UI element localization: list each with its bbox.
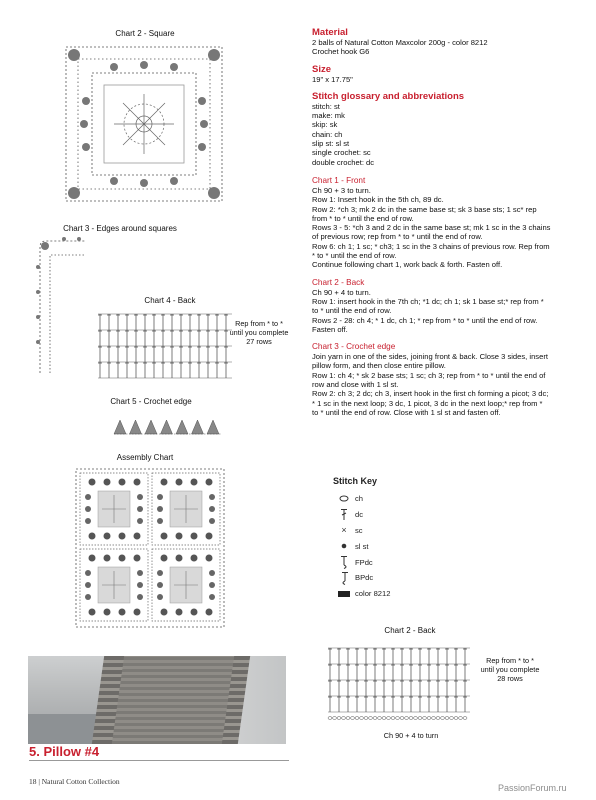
instruction-line: Row 1: ch 4; * sk 2 base sts; 1 sc; ch 3; rep from * to * until the end of (312, 370, 546, 380)
chart2-back-repeat-note: Rep from * to * until you complete 28 rows (480, 656, 540, 683)
material-heading: Material (312, 27, 348, 38)
glossary-item: chain: ch (312, 129, 343, 139)
key-row-sc (333, 523, 473, 539)
key-row-slst (333, 538, 473, 554)
size-heading: Size (312, 63, 332, 75)
key-row-dc (333, 507, 473, 523)
instruction-line: Ch 90 + 3 to turn. (312, 185, 371, 195)
instruction-line: Row 2: ch 3; 2 dc; ch 3, insert hook in the first ch forming a picot; 3 dc; (312, 389, 549, 399)
instruction-line: of previous row; rep from * to * until the end of row. (312, 232, 483, 242)
instruction-line: Row 2: *ch 3; mk 2 dc in the same base st; sk 3 base sts; 1 sc* rep (312, 204, 537, 214)
chart2-square-diagram (62, 43, 226, 205)
key-row-bpdc (333, 570, 473, 586)
glossary-heading: Stitch glossary and abbreviations (312, 90, 465, 102)
glossary-item: double crochet: dc (312, 157, 375, 167)
chart3-edges-caption: Chart 3 - Edges around squares (63, 224, 177, 233)
instruction-line: Join yarn in one of the sides, joining front & back. Close 3 sides, insert (312, 352, 548, 362)
chart5-edge-diagram (112, 416, 224, 438)
double-crochet-icon (333, 508, 355, 521)
key-row-fpdc (333, 554, 473, 570)
instructions-column (312, 27, 588, 417)
slip-stitch-icon (333, 543, 355, 549)
pillow-photo (28, 656, 286, 744)
glossary-item: stitch: st (312, 101, 340, 111)
instruction-line: Continue following chart 1, work back & forth. Fasten off. (312, 260, 503, 270)
section-chart1-front (312, 176, 588, 270)
size-value: 19" x 17.75" (312, 74, 353, 84)
instruction-line: Row 1: insert hook in the 7th ch; *1 dc; ch 1; sk 1 base st;* rep from * (312, 296, 544, 306)
chart3-edges-diagram (34, 237, 89, 375)
chart4-back-diagram (96, 310, 234, 382)
key-row-color (333, 586, 473, 602)
instruction-line: Rows 2 - 28: ch 4; * 1 dc, ch 1; * rep from * to * until the end of row. (312, 315, 538, 325)
oval-chain-icon (333, 495, 355, 502)
glossary-item: slip st: sl st (312, 139, 350, 149)
instruction-line: row and close with 1 sl st. (312, 380, 399, 390)
fpdc-icon (333, 555, 355, 569)
instruction-line: * 1 sc in the next loop; 3 dc, 1 picot, 3 dc in the next loop;* rep from * (312, 398, 543, 408)
chart2-back-diagram (326, 644, 472, 724)
section-title: Chart 3 - Crochet edge (312, 342, 396, 352)
bpdc-icon (333, 571, 355, 585)
instruction-line: from * to * until the end of row. (312, 213, 414, 223)
instruction-line: pillow form, and then close entire pillow. (312, 361, 446, 371)
instruction-line: Ch 90 + 4 to turn. (312, 287, 371, 297)
instruction-line: Row 6: ch 1; 1 sc; * ch3; 1 sc in the 3 chains of previous row. Rep from (312, 241, 550, 251)
stitch-key (333, 476, 473, 602)
key-row-ch (333, 491, 473, 507)
glossary-item: skip: sk (312, 120, 338, 130)
section-chart3-edge (312, 342, 588, 417)
single-crochet-icon: × (341, 525, 347, 536)
key-label: dc (355, 510, 364, 520)
page-footer: 18 | Natural Cotton Collection (29, 777, 120, 786)
section-title: Chart 2 - Back (312, 277, 365, 287)
instruction-line: Row 1: Insert hook in the 5th ch, 89 dc. (312, 195, 444, 205)
pillow-title: 5. Pillow #4 (29, 744, 100, 759)
instruction-line: Rows 3 - 5: *ch 3 and 2 dc in the same base st; mk 1 sc in the 3 chains (312, 223, 551, 233)
key-label: FPdc (355, 557, 373, 567)
key-label: ch (355, 494, 364, 504)
key-label: BPdc (355, 573, 374, 583)
key-label: sc (355, 525, 363, 535)
chart5-edge-caption: Chart 5 - Crochet edge (110, 397, 192, 406)
chart4-repeat-note: Rep from * to * until you complete 27 rows (229, 319, 289, 346)
instruction-line: to * until the end of row. Close with 1 sl st and fasten off. (312, 407, 501, 417)
watermark: PassionForum.ru (498, 783, 567, 793)
stitch-key-heading: Stitch Key (333, 476, 378, 486)
chart2-square-caption: Chart 2 - Square (115, 29, 175, 38)
instruction-line: to * until the end of row. (312, 306, 392, 316)
color-swatch-icon (333, 588, 355, 599)
key-label: color 8212 (355, 589, 391, 599)
section-chart2-back (312, 278, 588, 334)
glossary-item: make: mk (312, 111, 345, 121)
assembly-caption: Assembly Chart (116, 453, 174, 462)
glossary-item: single crochet: sc (312, 148, 371, 158)
chart4-back-caption: Chart 4 - Back (144, 296, 196, 305)
title-rule (29, 760, 289, 761)
chart2-back-caption: Chart 2 - Back (384, 626, 436, 635)
section-title: Chart 1 - Front (312, 175, 366, 185)
instruction-line: Fasten off. (312, 324, 348, 334)
assembly-chart-diagram (74, 467, 226, 629)
key-label: sl st (355, 541, 369, 551)
material-line: 2 balls of Natural Cotton Maxcolor 200g - color 8212 (312, 38, 488, 47)
material-line: Crochet hook G6 (312, 47, 370, 57)
chart2-back-foundation: Ch 90 + 4 to turn (383, 731, 439, 740)
instruction-line: * to * until the end of row. (312, 251, 397, 261)
